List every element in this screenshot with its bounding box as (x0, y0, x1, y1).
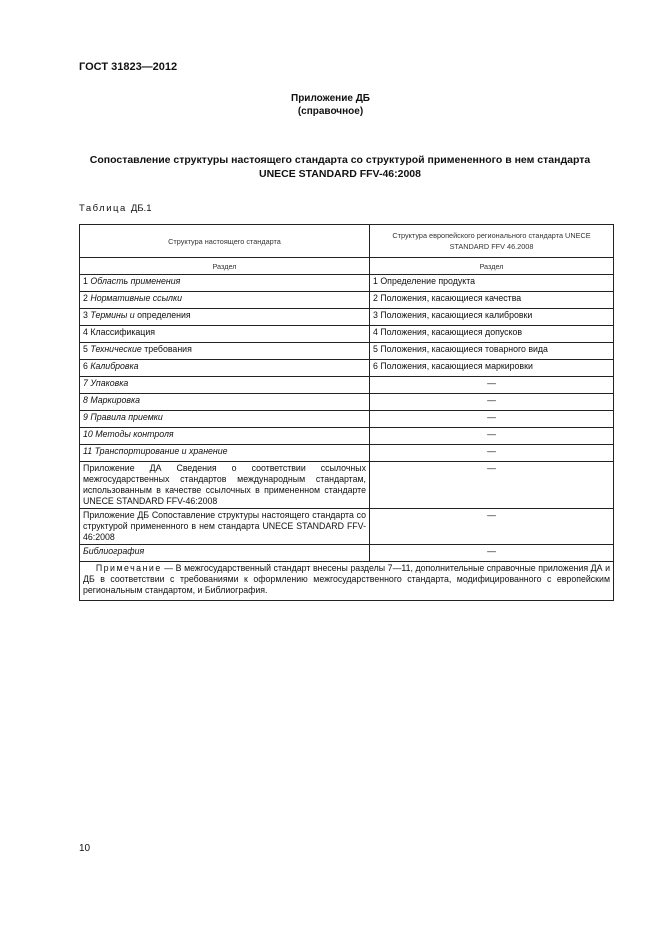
table-row (80, 445, 614, 462)
cell-left-italic: Технические (90, 344, 142, 354)
cell-right: — (370, 462, 614, 509)
cell-right: — (370, 377, 614, 394)
cell-left-num: 5 (83, 344, 88, 354)
cell-left (80, 445, 370, 462)
cell-left (80, 394, 370, 411)
cell-left-plain: 4 Классификация (83, 327, 155, 337)
cell-left: Приложение ДА Сведения о соответствии ссылочных межгосударственных стандартов международным стандартам, использованным в качестве ссылочных в примененном стандарте UNECE STANDARD FFV-46:2008 (80, 462, 370, 509)
table-note (80, 562, 614, 601)
cell-left-italic: Калибровка (90, 361, 139, 371)
cell-right: 6 Положения, касающиеся маркировки (370, 360, 614, 377)
cell-left-num: 2 (83, 293, 88, 303)
table-row-bibliography (80, 545, 614, 562)
table-row (80, 394, 614, 411)
table-row (80, 428, 614, 445)
cell-left-italic: 11 Транспортирование и хранение (83, 446, 228, 456)
cell-right: — (370, 394, 614, 411)
appendix-subtitle: (справочное) (297, 106, 364, 117)
table-body (80, 275, 614, 462)
cell-left (80, 275, 370, 292)
table-row (80, 309, 614, 326)
cell-left (80, 428, 370, 445)
cell-right: 5 Положения, касающиеся товарного вида (370, 343, 614, 360)
cell-right: — (370, 509, 614, 545)
cell-left-italic: 7 Упаковка (83, 378, 129, 388)
cell-left: Библиография (80, 545, 370, 562)
cell-left-italic: Область применения (90, 276, 181, 286)
section-heading (70, 153, 610, 181)
cell-left-num: 3 (83, 310, 88, 320)
subheader-right: Раздел (370, 258, 614, 275)
cell-left (80, 309, 370, 326)
table-note-row (80, 562, 614, 601)
heading-line-2: UNECE STANDARD FFV-46:2008 (258, 168, 421, 180)
cell-left-italic: 9 Правила приемки (83, 412, 163, 422)
cell-left-italic: 8 Маркировка (83, 395, 141, 405)
table-caption (79, 203, 151, 214)
table-row (80, 411, 614, 428)
subheader-left: Раздел (80, 258, 370, 275)
comparison-table (79, 224, 614, 601)
cell-left-num: 6 (83, 361, 88, 371)
heading-line-1: Сопоставление структуры настоящего стандарта со структурой примененного в нем стандарта (89, 154, 591, 166)
cell-left-italic: Нормативные ссылки (90, 293, 183, 303)
table-caption-word: Таблица (79, 203, 127, 214)
cell-right: — (370, 411, 614, 428)
note-label: Примечание (95, 563, 162, 573)
table-row (80, 326, 614, 343)
table-header-row (80, 225, 614, 258)
appendix-heading (0, 92, 661, 118)
cell-right: — (370, 545, 614, 562)
cell-left-italic: Термины и (90, 310, 135, 320)
cell-right: 1 Определение продукта (370, 275, 614, 292)
col-header-national: Структура настоящего стандарта (80, 225, 370, 258)
table-row-appendix-da (80, 462, 614, 509)
cell-left: Приложение ДБ Сопоставление структуры настоящего стандарта со структурой примененного в нем стандарта UNECE STANDARD FFV-46:2008 (80, 509, 370, 545)
table-row-appendix-db (80, 509, 614, 545)
cell-left (80, 343, 370, 360)
cell-left-italic: 10 Методы контроля (83, 429, 174, 439)
table-row (80, 292, 614, 309)
cell-left (80, 411, 370, 428)
cell-left (80, 292, 370, 309)
cell-left (80, 326, 370, 343)
cell-right: 2 Положения, касающиеся качества (370, 292, 614, 309)
cell-left-num: 1 (83, 276, 88, 286)
cell-left-plain: определения (134, 310, 191, 320)
table-row (80, 275, 614, 292)
note-text: — В межгосударственный стандарт внесены разделы 7—11, дополнительные справочные приложения ДА и ДБ в соответствии с требованиями к оформлению межгосударственного стандарта, модифицированного с европейским региональным стандартом, и Библиография. (83, 563, 610, 595)
cell-right: 4 Положения, касающиеся допусков (370, 326, 614, 343)
appendix-title: Приложение ДБ (291, 93, 370, 104)
cell-left-plain: требования (141, 344, 192, 354)
table-subheader-row (80, 258, 614, 275)
col-header-european: Структура европейского регионального стандарта UNECE STANDARD FFV 46.2008 (370, 225, 614, 258)
page-number: 10 (79, 843, 91, 854)
cell-right: 3 Положения, касающиеся калибровки (370, 309, 614, 326)
table-caption-number: ДБ.1 (130, 203, 152, 214)
table-row (80, 343, 614, 360)
cell-right: — (370, 428, 614, 445)
cell-left (80, 377, 370, 394)
standard-code: ГОСТ 31823—2012 (79, 61, 178, 73)
table-row (80, 377, 614, 394)
cell-left (80, 360, 370, 377)
cell-right: — (370, 445, 614, 462)
table-row (80, 360, 614, 377)
